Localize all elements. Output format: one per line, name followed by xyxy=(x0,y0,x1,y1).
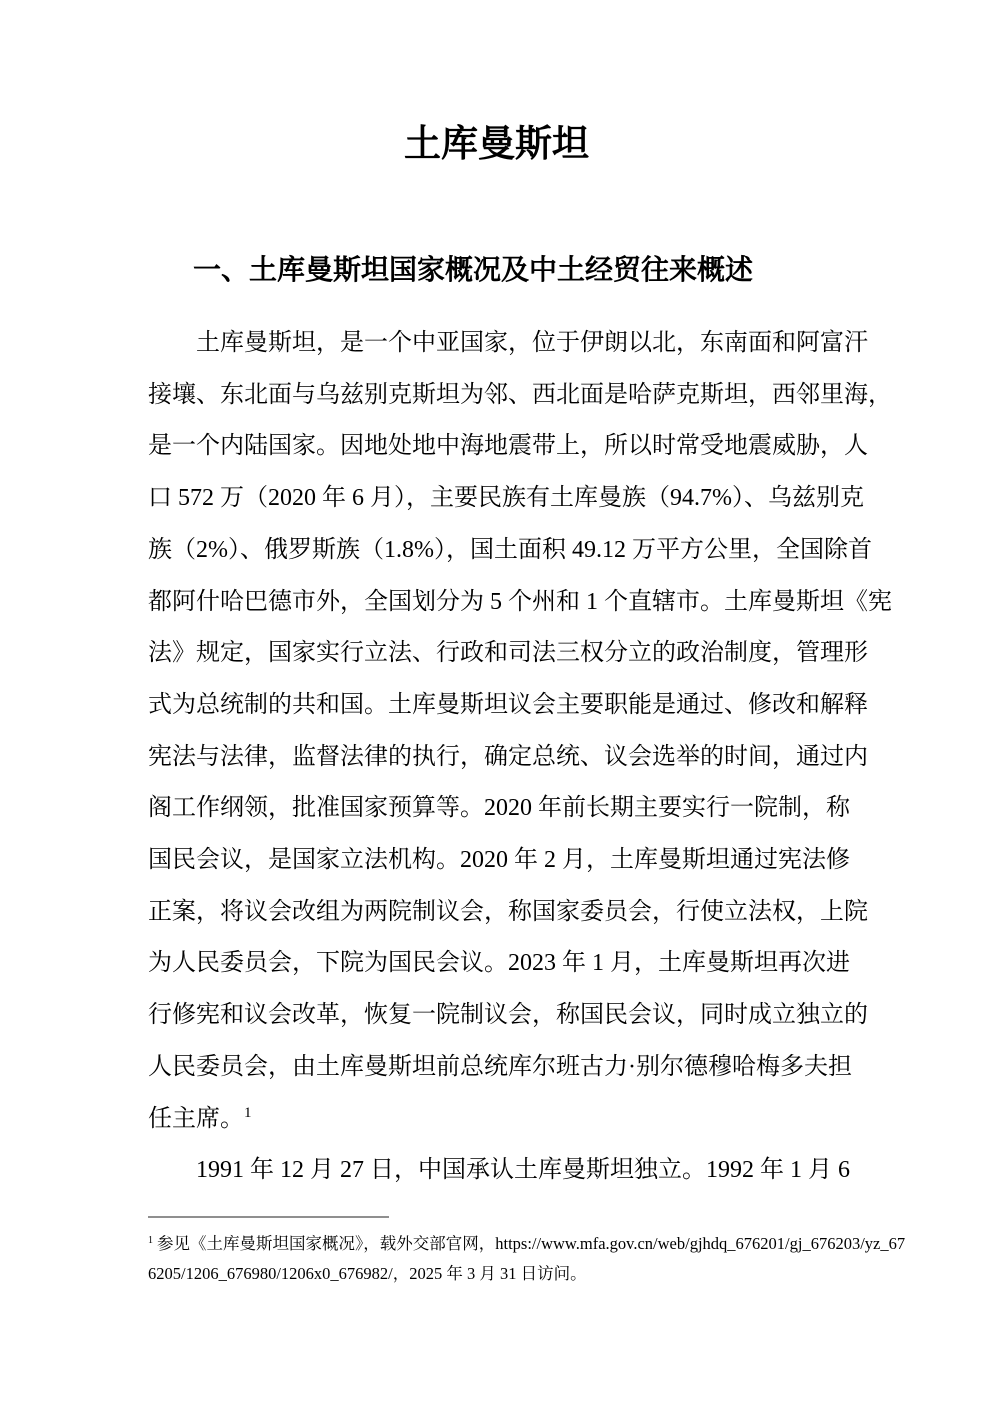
body-line: 1991 年 12 月 27 日，中国承认土库曼斯坦独立。1992 年 1 月 6 xyxy=(196,1157,850,1184)
footnote-marker: 1 xyxy=(148,1234,153,1246)
footnote-line xyxy=(148,1229,906,1259)
body-line: 口 572 万（2020 年 6 月），主要民族有土库曼族（94.7%）、乌兹别克 xyxy=(148,485,864,512)
body-line: 土库曼斯坦，是一个中亚国家，位于伊朗以北，东南面和阿富汗 xyxy=(196,330,868,356)
body-line: 国民会议，是国家立法机构。2020 年 2 月，土库曼斯坦通过宪法修 xyxy=(148,847,850,874)
body-line: 法》规定，国家实行立法、行政和司法三权分立的政治制度，管理形 xyxy=(148,640,868,667)
body-line: 为人民委员会，下院为国民会议。2023 年 1 月，土库曼斯坦再次进 xyxy=(148,950,850,977)
body-line: 式为总统制的共和国。土库曼斯坦议会主要职能是通过、修改和解释 xyxy=(148,691,868,718)
body-line-last xyxy=(148,1094,845,1146)
footnote-separator xyxy=(148,1216,389,1218)
footnote-text: 参见《土库曼斯坦国家概况》，载外交部官网，https://www.mfa.gov.cn/web/gjhdq_676201/gj_676203/yz_67 xyxy=(157,1234,906,1253)
footnote-reference: 1 xyxy=(244,1104,252,1121)
body-line: 接壤、东北面与乌兹别克斯坦为邻、西北面是哈萨克斯坦，西邻里海， xyxy=(148,381,892,408)
body-line-text: 任主席。 xyxy=(148,1105,244,1132)
body-line: 阁工作纲领，批准国家预算等。2020 年前长期主要实行一院制，称 xyxy=(148,795,850,822)
body-line: 都阿什哈巴德市外，全国划分为 5 个州和 1 个直辖市。土库曼斯坦《宪 xyxy=(148,588,892,615)
body-line: 人民委员会，由土库曼斯坦前总统库尔班古力·别尔德穆哈梅多夫担 xyxy=(148,1053,852,1080)
body-line: 是一个内陆国家。因地处地中海地震带上，所以时常受地震威胁，人 xyxy=(148,433,868,460)
body-line: 正案，将议会改组为两院制议会，称国家委员会，行使立法权，上院 xyxy=(148,898,868,925)
footnote-block xyxy=(148,1229,906,1289)
body-text-block xyxy=(148,318,892,1197)
document-title: 土库曼斯坦 xyxy=(404,124,589,165)
section-heading: 一、土库曼斯坦国家概况及中土经贸往来概述 xyxy=(192,254,753,285)
body-line: 族（2%）、俄罗斯族（1.8%），国土面积 49.12 万平方公里，全国除首 xyxy=(148,536,872,563)
footnote-line: 6205/1206_676980/1206x0_676982/，2025 年 3 月 31 日访问。 xyxy=(148,1264,587,1283)
body-line: 行修宪和议会改革，恢复一院制议会，称国民会议，同时成立独立的 xyxy=(148,1002,868,1029)
body-line: 宪法与法律，监督法律的执行，确定总统、议会选举的时间，通过内 xyxy=(148,743,868,770)
